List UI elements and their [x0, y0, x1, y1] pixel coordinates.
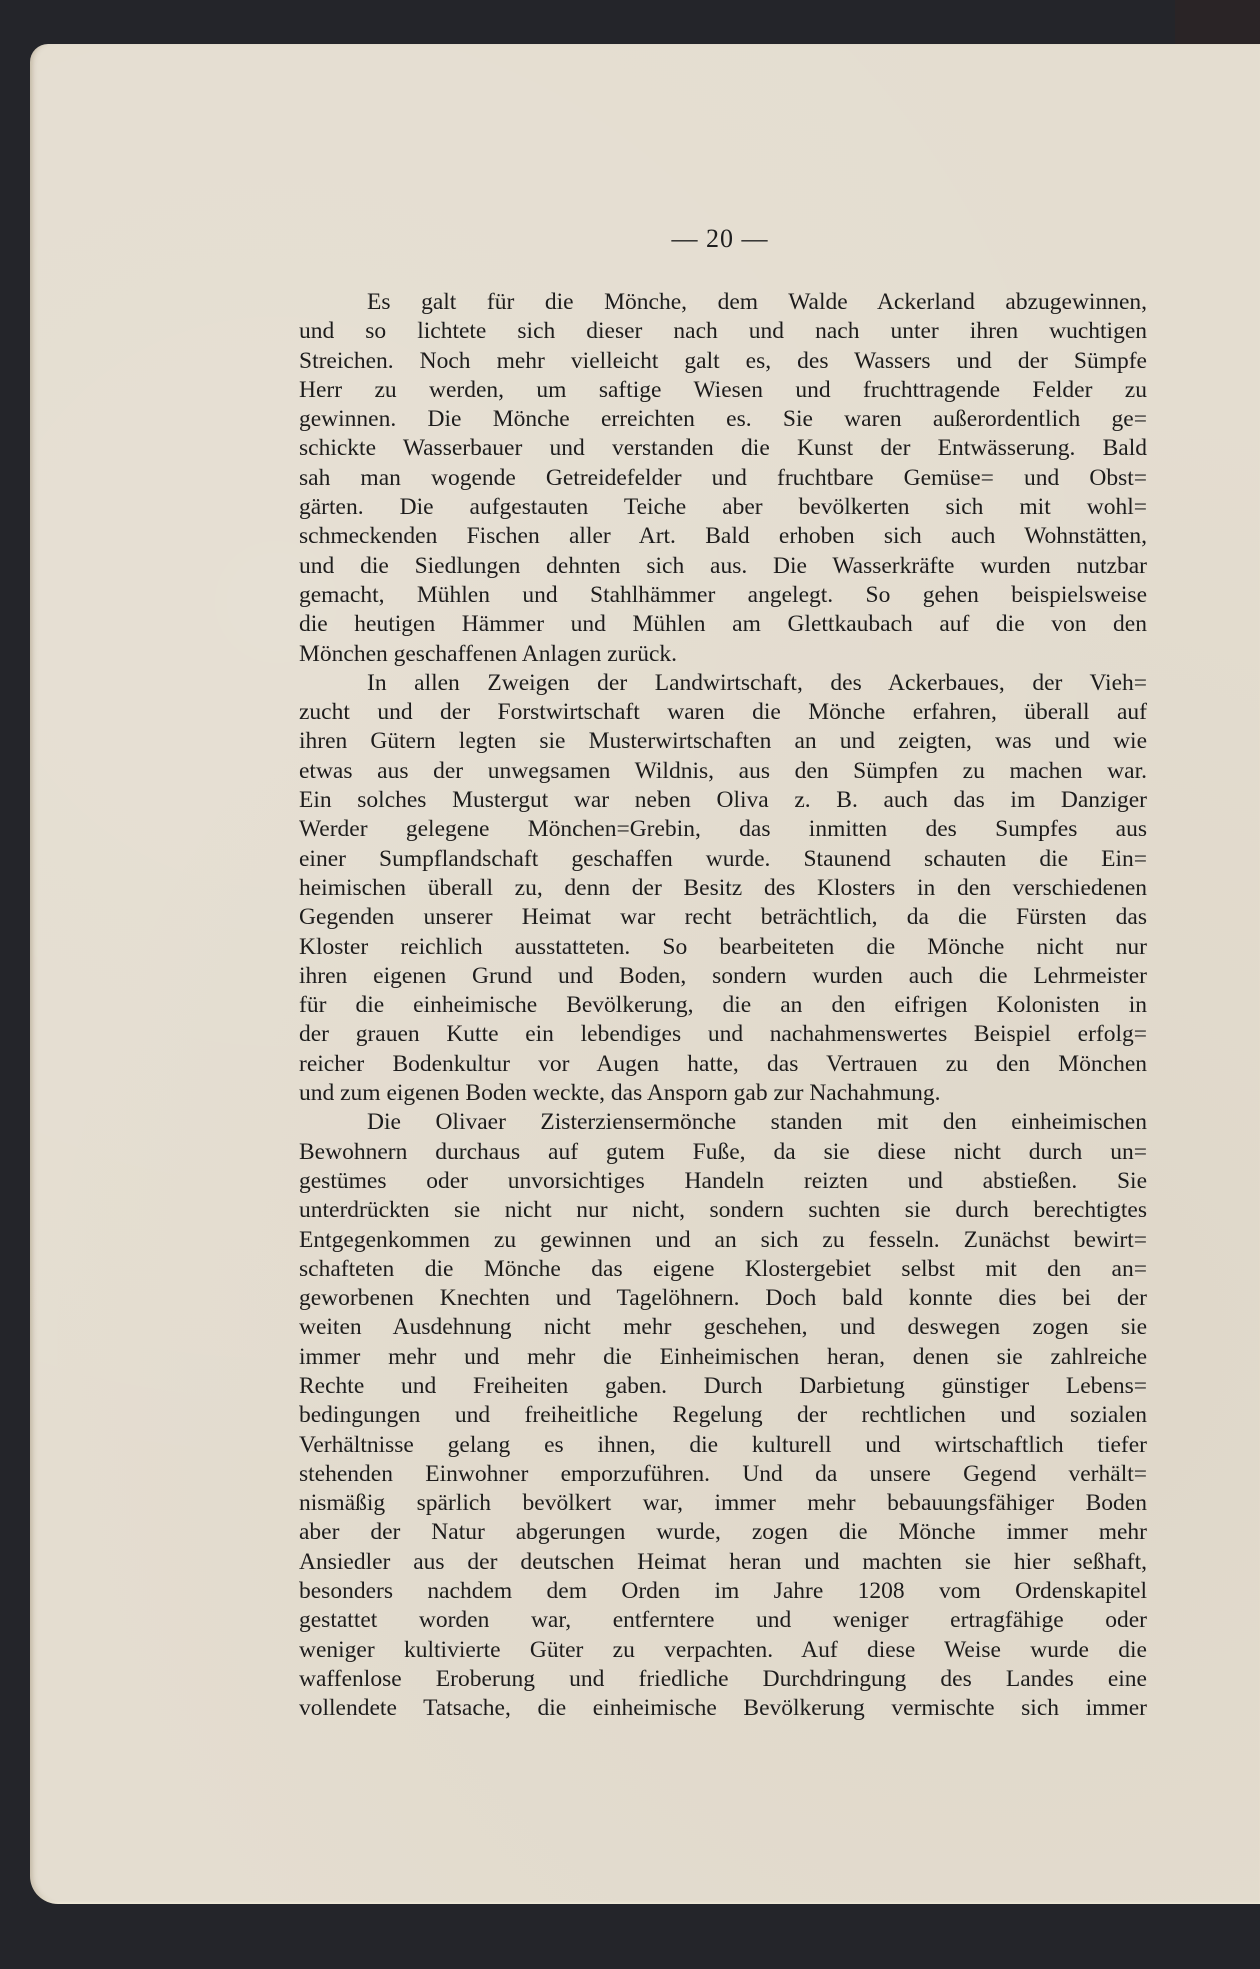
text-line: schafteten die Mönche das eigene Klostergebiet selbst mit den an=: [299, 1255, 1147, 1282]
text-line: aber der Natur abgerungen wurde, zogen die Mönche immer mehr: [299, 1519, 1147, 1546]
text-line: unterdrückten sie nicht nur nicht, sondern suchten sie durch berechtigtes: [299, 1197, 1147, 1224]
text-line: Gegenden unserer Heimat war recht beträchtlich, da die Fürsten das: [299, 904, 1147, 931]
text-line: immer mehr und mehr die Einheimischen heran, denen sie zahlreiche: [299, 1343, 1147, 1370]
text-line: waffenlose Eroberung und friedliche Durchdringung des Landes eine: [299, 1665, 1147, 1692]
text-line: schickte Wasserbauer und verstanden die Kunst der Entwässerung. Bald: [299, 435, 1147, 462]
text-line: gemacht, Mühlen und Stahlhämmer angelegt. So gehen beispielsweise: [299, 581, 1147, 608]
text-line: Ein solches Mustergut war neben Oliva z. B. auch das im Danziger: [299, 787, 1147, 814]
text-line: weiten Ausdehnung nicht mehr geschehen, und deswegen zogen sie: [299, 1314, 1147, 1341]
text-line: Die Olivaer Zisterziensermönche standen mit den einheimischen: [367, 1109, 1147, 1136]
text-line: Verhältnisse gelang es ihnen, die kulturell und wirtschaftlich tiefer: [299, 1431, 1147, 1458]
text-line: nismäßig spärlich bevölkert war, immer mehr bebauungsfähiger Boden: [299, 1490, 1147, 1517]
text-line: Herr zu werden, um saftige Wiesen und fruchttragende Felder zu: [299, 376, 1147, 403]
text-line: reicher Bodenkultur vor Augen hatte, das Vertrauen zu den Mönchen: [299, 1050, 1147, 1077]
text-line: der grauen Kutte ein lebendiges und nachahmenswertes Beispiel erfolg=: [299, 1021, 1147, 1048]
text-line: ihren Gütern legten sie Musterwirtschaften an und zeigten, was und wie: [299, 728, 1147, 755]
text-line: In allen Zweigen der Landwirtschaft, des Ackerbaues, der Vieh=: [367, 669, 1147, 696]
page-number: — 20 —: [671, 224, 769, 253]
paragraph-2: [299, 669, 1147, 1108]
text-line: vollendete Tatsache, die einheimische Bevölkerung vermischte sich immer: [299, 1695, 1147, 1722]
scan-background-edge: [1175, 0, 1260, 44]
text-line: etwas aus der unwegsamen Wildnis, aus den Sümpfen zu machen war.: [299, 757, 1147, 784]
text-line: für die einheimische Bevölkerung, die an den eifrigen Kolonisten in: [299, 992, 1147, 1019]
text-line: Bewohnern durchaus auf gutem Fuße, da sie diese nicht durch un=: [299, 1138, 1147, 1165]
text-line: besonders nachdem dem Orden im Jahre 1208 vom Ordenskapitel: [299, 1578, 1147, 1605]
text-line: gestümes oder unvorsichtiges Handeln reizten und abstießen. Sie: [299, 1167, 1147, 1194]
text-line: Ansiedler aus der deutschen Heimat heran und machten sie hier seßhaft,: [299, 1548, 1147, 1575]
text-line: Es galt für die Mönche, dem Walde Ackerland abzugewinnen,: [367, 289, 1147, 315]
text-line: einer Sumpflandschaft geschaffen wurde. Staunend schauten die Ein=: [299, 845, 1147, 872]
text-line: Streichen. Noch mehr vielleicht galt es, des Wassers und der Sümpfe: [299, 347, 1147, 374]
text-line: und die Siedlungen dehnten sich aus. Die Wasserkräfte wurden nutzbar: [299, 552, 1147, 579]
text-line: gewinnen. Die Mönche erreichten es. Sie waren außerordentlich ge=: [299, 406, 1147, 433]
text-line: gärten. Die aufgestauten Teiche aber bevölkerten sich mit wohl=: [299, 494, 1147, 521]
body-text: [299, 288, 1147, 1724]
text-line: Entgegenkommen zu gewinnen und an sich zu fesseln. Zunächst bewirt=: [299, 1226, 1147, 1253]
text-line: Kloster reichlich ausstatteten. So bearbeiteten die Mönche nicht nur: [299, 933, 1147, 960]
paragraph-1: [299, 288, 1147, 669]
text-line: bedingungen und freiheitliche Regelung der rechtlichen und sozialen: [299, 1402, 1147, 1429]
text-line: Mönchen geschaffenen Anlagen zurück.: [299, 640, 678, 667]
text-line: die heutigen Hämmer und Mühlen am Glettkaubach auf die von den: [299, 611, 1147, 638]
text-line: sah man wogende Getreidefelder und fruchtbare Gemüse= und Obst=: [299, 464, 1147, 491]
text-line: zucht und der Forstwirtschaft waren die Mönche erfahren, überall auf: [299, 699, 1147, 726]
text-line: heimischen überall zu, denn der Besitz des Klosters in den verschiedenen: [299, 874, 1147, 901]
text-line: geworbenen Knechten und Tagelöhnern. Doch bald konnte dies bei der: [299, 1285, 1147, 1312]
book-page: [30, 44, 1260, 1904]
text-line: und zum eigenen Boden weckte, das Ansporn gab zur Nachahmung.: [299, 1080, 941, 1107]
text-line: schmeckenden Fischen aller Art. Bald erhoben sich auch Wohnstätten,: [299, 523, 1147, 550]
text-line: Werder gelegene Mönchen=Grebin, das inmitten des Sumpfes aus: [299, 816, 1147, 843]
text-line: und so lichtete sich dieser nach und nach unter ihren wuchtigen: [299, 318, 1147, 345]
text-line: Rechte und Freiheiten gaben. Durch Darbietung günstiger Lebens=: [299, 1372, 1147, 1399]
text-line: stehenden Einwohner emporzuführen. Und da unsere Gegend verhält=: [299, 1460, 1147, 1487]
paragraph-3: [299, 1108, 1147, 1723]
text-line: ihren eigenen Grund und Boden, sondern wurden auch die Lehrmeister: [299, 962, 1147, 989]
text-line: gestattet worden war, entferntere und weniger ertragfähige oder: [299, 1607, 1147, 1634]
text-line: weniger kultivierte Güter zu verpachten. Auf diese Weise wurde die: [299, 1636, 1147, 1663]
